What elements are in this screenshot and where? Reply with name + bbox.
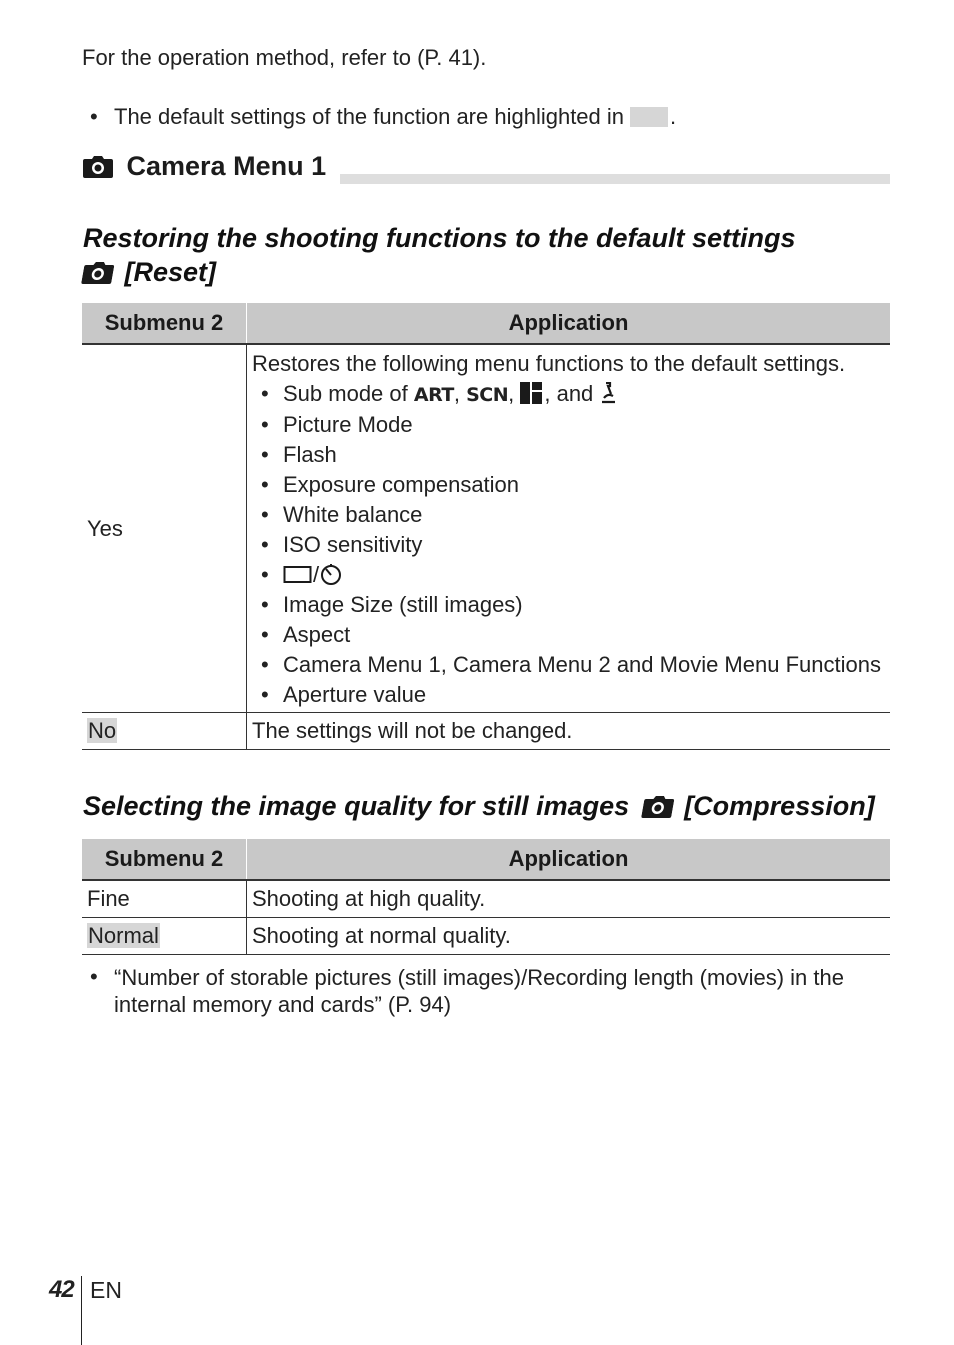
default-highlight: No — [88, 718, 117, 743]
row-fine-text: Shooting at high quality. — [247, 880, 891, 917]
reset-table — [82, 303, 890, 750]
reset-heading — [83, 221, 795, 289]
table-header-row — [82, 303, 890, 344]
compression-heading-label: [Compression] — [684, 791, 875, 821]
art-mode-icon: ART — [413, 384, 454, 406]
table-header-row — [82, 839, 890, 880]
submode-and: , and — [544, 381, 594, 406]
col-application-header: Application — [247, 303, 891, 344]
table-row — [82, 917, 890, 954]
table-row — [82, 880, 890, 917]
intro-text: For the operation method, refer to (P. 41). — [82, 45, 487, 70]
default-note — [114, 104, 676, 130]
reset-heading-label: [Reset] — [124, 257, 217, 287]
compression-heading-text: Selecting the image quality for still images — [83, 791, 630, 821]
submode-prefix: Sub mode of — [283, 381, 408, 406]
camera-icon — [641, 796, 675, 818]
section-title-text: Camera Menu 1 — [126, 151, 327, 181]
row-label-fine: Fine — [82, 880, 247, 917]
list-item: • Aspect — [252, 620, 885, 650]
list-item: • ISO sensitivity — [252, 530, 885, 560]
microscope-mode-icon — [599, 382, 617, 404]
single-frame-icon — [283, 564, 313, 584]
list-item: • White balance — [252, 500, 885, 530]
row-label-yes: Yes — [82, 344, 247, 713]
default-highlight: Normal — [88, 922, 159, 948]
row-normal-text: Shooting at normal quality. — [247, 917, 891, 954]
footnote — [114, 964, 844, 1018]
reset-heading-line2 — [83, 255, 795, 289]
row-label-normal — [82, 917, 247, 954]
reset-items-list — [252, 379, 885, 710]
bullet-dot: • — [90, 104, 98, 129]
camera-icon — [81, 262, 115, 284]
list-item — [252, 560, 885, 590]
page-number: 42 — [49, 1276, 74, 1303]
row-yes-content — [247, 344, 891, 713]
section-title — [83, 151, 326, 182]
list-item: • Picture Mode — [252, 410, 885, 440]
list-item: • Image Size (still images) — [252, 590, 885, 620]
compression-heading — [83, 789, 875, 823]
compression-table — [82, 839, 890, 955]
drive-separator: / — [313, 562, 320, 587]
row-label-no — [82, 713, 247, 750]
table-row — [82, 713, 890, 750]
footnote-line2: internal memory and cards” (P. 94) — [114, 992, 452, 1017]
footnote-line1: “Number of storable pictures (still images)/Recording length (movies) in the — [114, 965, 844, 990]
col-submenu-header: Submenu 2 — [82, 303, 247, 344]
camera-icon — [83, 156, 113, 178]
reset-heading-line1: Restoring the shooting functions to the default settings — [83, 223, 796, 253]
list-item: • Aperture value — [252, 680, 885, 710]
panorama-mode-icon — [520, 382, 544, 404]
list-item: • Exposure compensation — [252, 470, 885, 500]
row-no-text: The settings will not be changed. — [247, 713, 891, 750]
reset-lead-text: Restores the following menu functions to the default settings. — [252, 351, 846, 376]
default-note-end: . — [670, 104, 677, 129]
footer-divider — [81, 1276, 82, 1345]
section-underline — [340, 174, 890, 184]
scn-mode-icon: SCN — [466, 384, 509, 406]
default-note-text: The default settings of the function are highlighted in — [114, 104, 625, 129]
list-item: • Camera Menu 1, Camera Menu 2 and Movie Menu Functions — [252, 650, 885, 680]
self-timer-icon — [319, 563, 343, 585]
bullet-dot: • — [90, 964, 98, 989]
table-row — [82, 344, 890, 713]
list-item: • Flash — [252, 440, 885, 470]
col-application-header: Application — [247, 839, 891, 880]
highlight-swatch — [630, 107, 668, 127]
col-submenu-header: Submenu 2 — [82, 839, 247, 880]
language-code: EN — [90, 1277, 122, 1303]
list-item: • Sub mode of ART, SCN, , and — [252, 379, 885, 410]
